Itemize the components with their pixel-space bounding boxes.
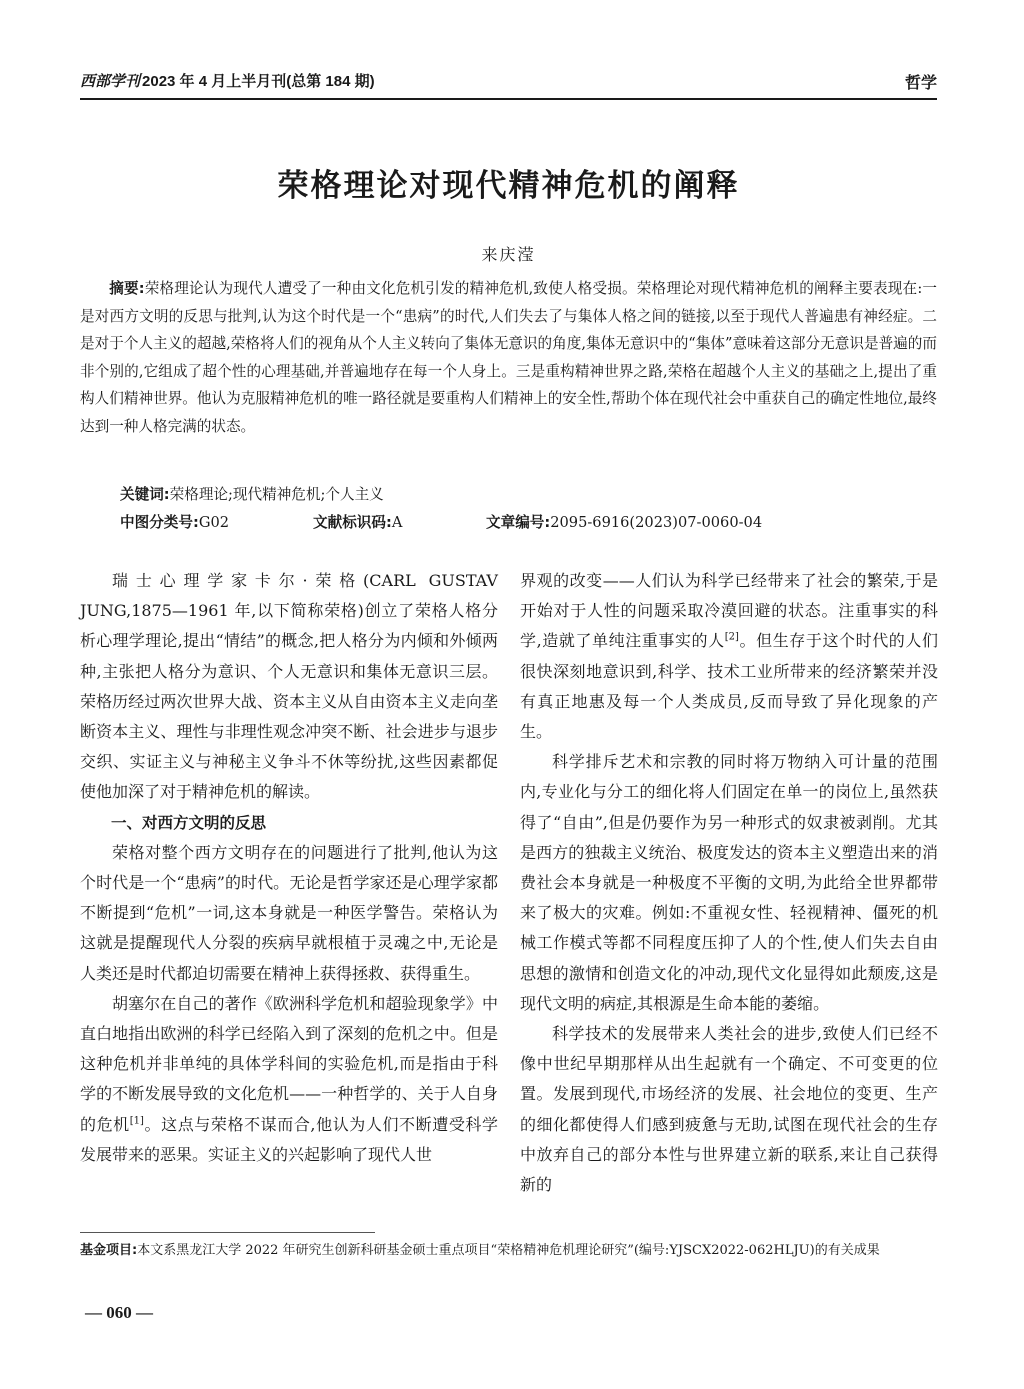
article-number [486,511,762,535]
footnote-divider [80,1232,375,1233]
article-author: 来庆滢 [481,245,536,264]
body-column-left [80,566,498,1170]
running-header [80,70,937,96]
paragraph-text: 。这点与荣格不谋而合,他认为人们不断遭受科学发展带来的恶果。实证主义的兴起影响了现代人世 [80,1114,498,1164]
paragraph [80,989,498,1170]
paragraph-text: 界观的改变——人们认为科学已经带来了社会的繁荣,于是开始对于人性的问题采取冷漠回避的状态。注重事实的科学,造就了单纯注重事实的人 [520,571,938,651]
keywords-text: 荣格理论;现代精神危机;个人主义 [169,486,384,503]
article-number-value: 2095-6916(2023)07-0060-04 [550,514,763,531]
keywords [120,483,384,507]
abstract-text: 荣格理论认为现代人遭受了一种由文化危机引发的精神危机,致使人格受损。荣格理论对现代精神危机的阐释主要表现在:一是对西方文明的反思与批判,认为这个时代是一个“患病”的时代,人们失去了与集体人格之间的链接,以至于现代人普遍患有神经症。二是对于个人主义的超越,荣格将人们的视角从个人主义转向了集体无意识的角度,集体无意识中的“集体”意味着这部分无意识是普遍的而非个别的,它组成了超个性的心理基础,并普遍地存在每一个人身上。三是重构精神世界之路,荣格在超越个人主义的基础之上,提出了重构人们精神世界。他认为克服精神危机的唯一路径就是要重构人们精神上的安全性,帮助个体在现代社会中重获自己的确定性地位,最终达到一种人格完满的状态。 [80,280,937,435]
clc-value: G02 [198,514,230,531]
footnote-text: 本文系黑龙江大学 2022 年研究生创新科研基金硕士重点项目“荣格精神危机理论研究”(编号:YJSCX2022-062HLJU)的有关成果 [137,1243,880,1258]
body-column-right [520,566,938,1200]
paragraph: 荣格对整个西方文明存在的问题进行了批判,他认为这个时代是一个“患病”的时代。无论是哲学家还是心理学家都不断提到“危机”一词,这本身就是一种医学警告。荣格认为这就是提醒现代人分裂的疾病早就根植于灵魂之中,无论是人类还是时代都迫切需要在精神上获得拯救、获得重生。 [80,842,498,983]
journal-info [80,70,375,91]
issue-info: 2023 年 4 月上半月刊(总第 184 期) [142,73,375,90]
section-heading: 一、对西方文明的反思 [111,813,267,832]
keywords-label: 关键词: [120,486,170,503]
article-title: 荣格理论对现代精神危机的阐释 [277,168,740,204]
clc-label: 中图分类号: [120,514,199,531]
paragraph-text: 。但生存于这个时代的人们很快深刻地意识到,科学、技术工业所带来的经济繁荣并没有真正地惠及每一个人类成员,反而导致了异化现象的产生。 [520,631,938,742]
journal-logo: 西部学刊 [80,72,141,90]
page-number: — 060 — [85,1303,153,1322]
paragraph: 瑞士心理学家卡尔·荣格(CARL GUSTAV JUNG,1875—1961 年,以下简称荣格)创立了荣格人格分析心理学理论,提出“情结”的概念,把人格分为内倾和外倾两种,主张把人格分为意识、个人无意识和集体无意识三层。荣格历经过两次世界大战、资本主义从自由资本主义走向垄断资本主义、理性与非理性观念冲突不断、社会进步与退步交织、实证主义与神秘主义争斗不休等纷扰,这些因素都促使他加深了对于精神危机的解读。 [80,571,498,802]
citation-ref: [2] [724,632,739,644]
abstract-label: 摘要: [109,280,145,297]
doc-code-value: A [391,514,403,531]
footnote-label: 基金项目: [80,1243,138,1258]
document-code [313,511,402,535]
clc-number [120,511,229,535]
abstract [80,275,937,440]
article-number-label: 文章编号: [486,514,551,531]
section-label: 哲学 [904,75,937,92]
article-meta [120,511,940,535]
citation-ref: [1] [129,1115,144,1127]
paragraph: 科学技术的发展带来人类社会的进步,致使人们已经不像中世纪早期那样从出生起就有一个确定、不可变更的位置。发展到现代,市场经济的发展、社会地位的变更、生产的细化都使得人们感到疲惫与无助,试图在现代社会的生存中放弃自己的部分本性与世界建立新的联系,来让自己获得新的 [520,1024,938,1195]
doc-code-label: 文献标识码: [313,514,392,531]
funding-footnote [80,1240,937,1262]
paragraph: 科学排斥艺术和宗教的同时将万物纳入可计量的范围内,专业化与分工的细化将人们固定在单一的岗位上,虽然获得了“自由”,但是仍要作为另一种形式的奴隶被剥削。尤其是西方的独裁主义统治、极度发达的资本主义塑造出来的消费社会本身就是一种极度不平衡的文明,为此给全世界都带来了极大的灾难。例如:不重视女性、轻视精神、僵死的机械工作模式等都不同程度压抑了人的个性,使人们失去自由思想的激情和创造文化的冲动,现代文化显得如此颓废,这是现代文明的病症,其根源是生命本能的萎缩。 [520,752,938,1013]
paragraph-text: 胡塞尔在自己的著作《欧洲科学危机和超验现象学》中直白地指出欧洲的科学已经陷入到了深刻的危机之中。但是这种危机并非单纯的具体学科间的实验危机,而是指由于科学的不断发展导致的文化危机——一种哲学的、关于人自身的危机 [80,993,498,1134]
header-divider [80,98,937,100]
paragraph [520,566,938,747]
